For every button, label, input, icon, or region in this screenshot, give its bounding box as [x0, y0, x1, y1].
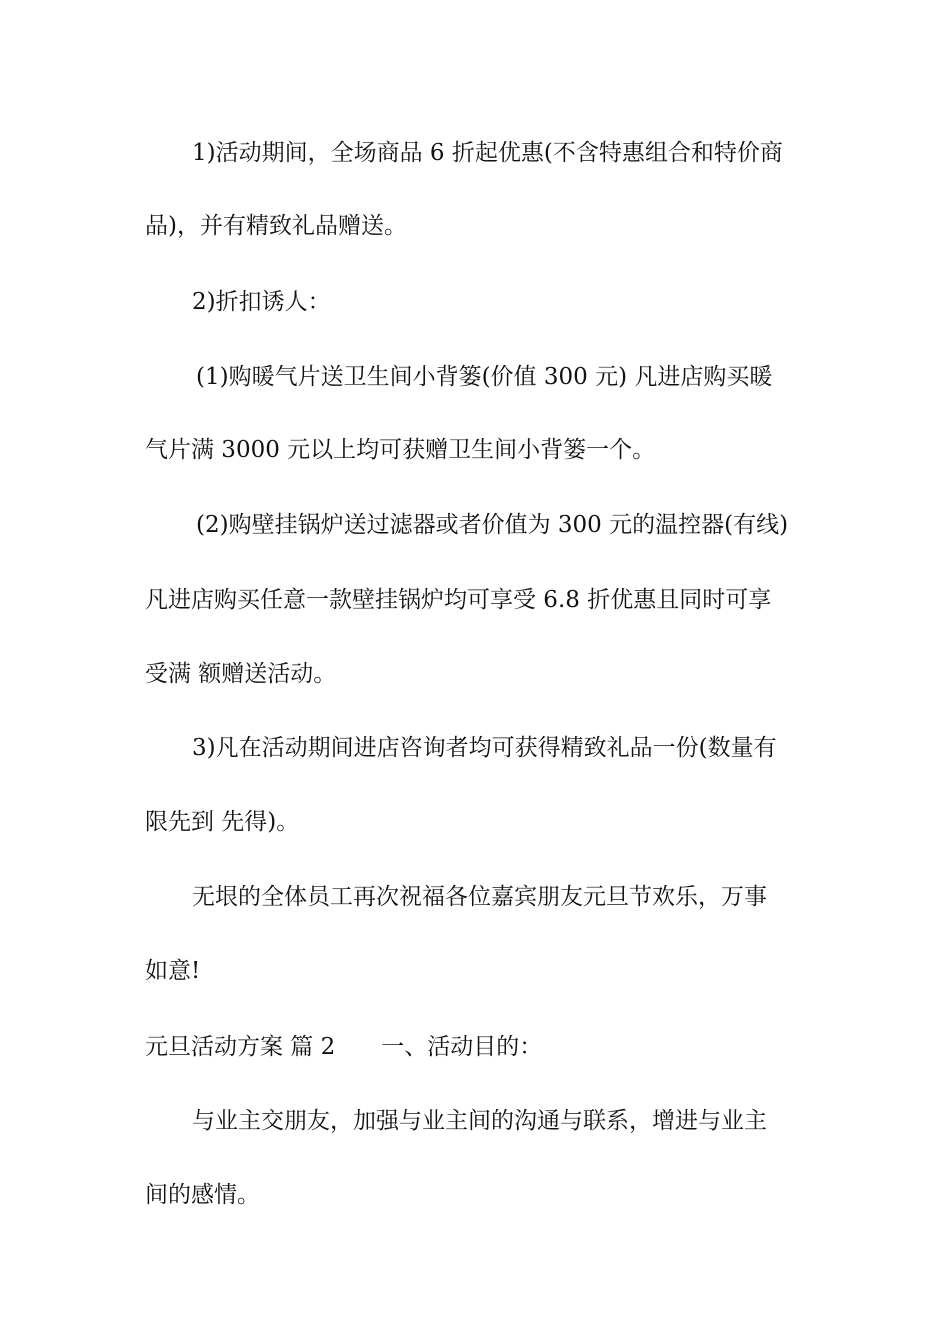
- section-title: 元旦活动方案 篇 2: [145, 1034, 336, 1060]
- paragraph-line: 气片满 3000 元以上均可获赠卫生间小背篓一个。: [145, 437, 656, 463]
- paragraph-line: 无垠的全体员工再次祝福各位嘉宾朋友元旦节欢乐，万事: [192, 884, 767, 910]
- paragraph-line: (2)购壁挂锅炉送过滤器或者价值为 300 元的温控器(有线): [196, 512, 789, 538]
- paragraph-line: 与业主交朋友，加强与业主间的沟通与联系，增进与业主: [192, 1108, 767, 1134]
- paragraph-line: 凡进店购买任意一款壁挂锅炉均可享受 6.8 折优惠且同时可享: [145, 587, 772, 613]
- paragraph-line: 受满 额赠送活动。: [145, 661, 337, 687]
- section-heading: [145, 1032, 810, 1062]
- paragraph-line: 2)折扣诱人：: [192, 289, 331, 315]
- paragraph-line: 如意!: [145, 958, 201, 984]
- paragraph-line: 3)凡在活动期间进店咨询者均可获得精致礼品一份(数量有: [192, 735, 777, 761]
- paragraph-line: (1)购暖气片送卫生间小背篓(价值 300 元) 凡进店购买暖: [196, 364, 773, 390]
- paragraph-line: 1)活动期间，全场商品 6 折起优惠(不含特惠组合和特价商: [192, 140, 783, 166]
- paragraph-line: 间的感情。: [145, 1182, 260, 1208]
- section-subtitle: 一、活动目的：: [381, 1034, 543, 1060]
- paragraph-line: 品)，并有精致礼品赠送。: [145, 213, 407, 239]
- paragraph-line: 限先到 先得)。: [145, 809, 300, 835]
